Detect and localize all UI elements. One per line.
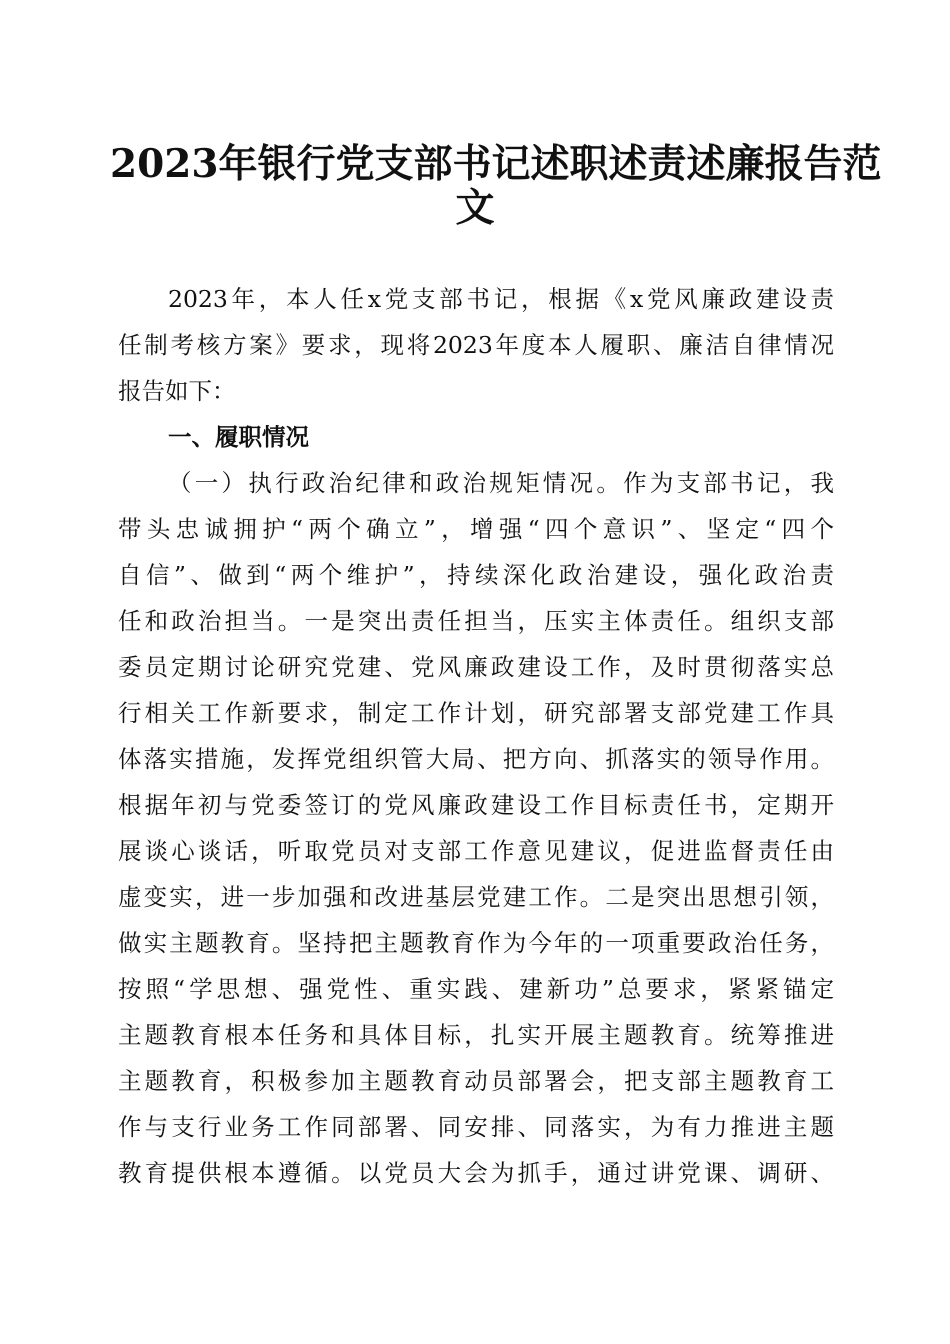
body-line: 按照“学思想、强党性、重实践、建新功”总要求，紧紧锚定 (118, 975, 834, 1003)
body-line: 虚变实，进一步加强和改进基层党建工作。二是突出思想引领， (118, 883, 834, 911)
body-line: （一）执行政治纪律和政治规矩情况。作为支部书记，我 (168, 469, 834, 497)
body-line: 根据年初与党委签订的党风廉政建设工作目标责任书，定期开 (118, 791, 834, 819)
body-line: 带头忠诚拥护“两个确立”，增强“四个意识”、坚定“四个 (118, 515, 834, 543)
body-line: 自信”、做到“两个维护”，持续深化政治建设，强化政治责 (118, 561, 834, 589)
body-line: 作与支行业务工作同部署、同安排、同落实，为有力推进主题 (118, 1113, 834, 1141)
body-line: 报告如下： (118, 377, 236, 405)
document-body (118, 276, 834, 1196)
document-title-line-1: 2023年银行党支部书记述职述责述廉报告范 (110, 141, 882, 187)
body-line: 展谈心谈话，听取党员对支部工作意见建议，促进监督责任由 (118, 837, 834, 865)
body-line: 主题教育，积极参加主题教育动员部署会，把支部主题教育工 (118, 1067, 834, 1095)
body-line: 主题教育根本任务和具体目标，扎实开展主题教育。统筹推进 (118, 1021, 834, 1049)
document-title-line-2: 文 (455, 185, 495, 231)
body-line: 教育提供根本遵循。以党员大会为抓手，通过讲党课、调研、 (118, 1159, 834, 1187)
body-line: 任和政治担当。一是突出责任担当，压实主体责任。组织支部 (118, 607, 834, 635)
body-line: 任制考核方案》要求，现将2023年度本人履职、廉洁自律情况 (118, 331, 834, 359)
section-heading: 一、履职情况 (168, 423, 309, 451)
body-line: 2023年，本人任x党支部书记，根据《x党风廉政建设责 (168, 285, 834, 313)
body-line: 行相关工作新要求，制定工作计划，研究部署支部党建工作具 (118, 699, 834, 727)
body-line: 做实主题教育。坚持把主题教育作为今年的一项重要政治任务， (118, 929, 834, 957)
body-line: 委员定期讨论研究党建、党风廉政建设工作，及时贯彻落实总 (118, 653, 834, 681)
body-line: 体落实措施，发挥党组织管大局、把方向、抓落实的领导作用。 (118, 745, 834, 773)
